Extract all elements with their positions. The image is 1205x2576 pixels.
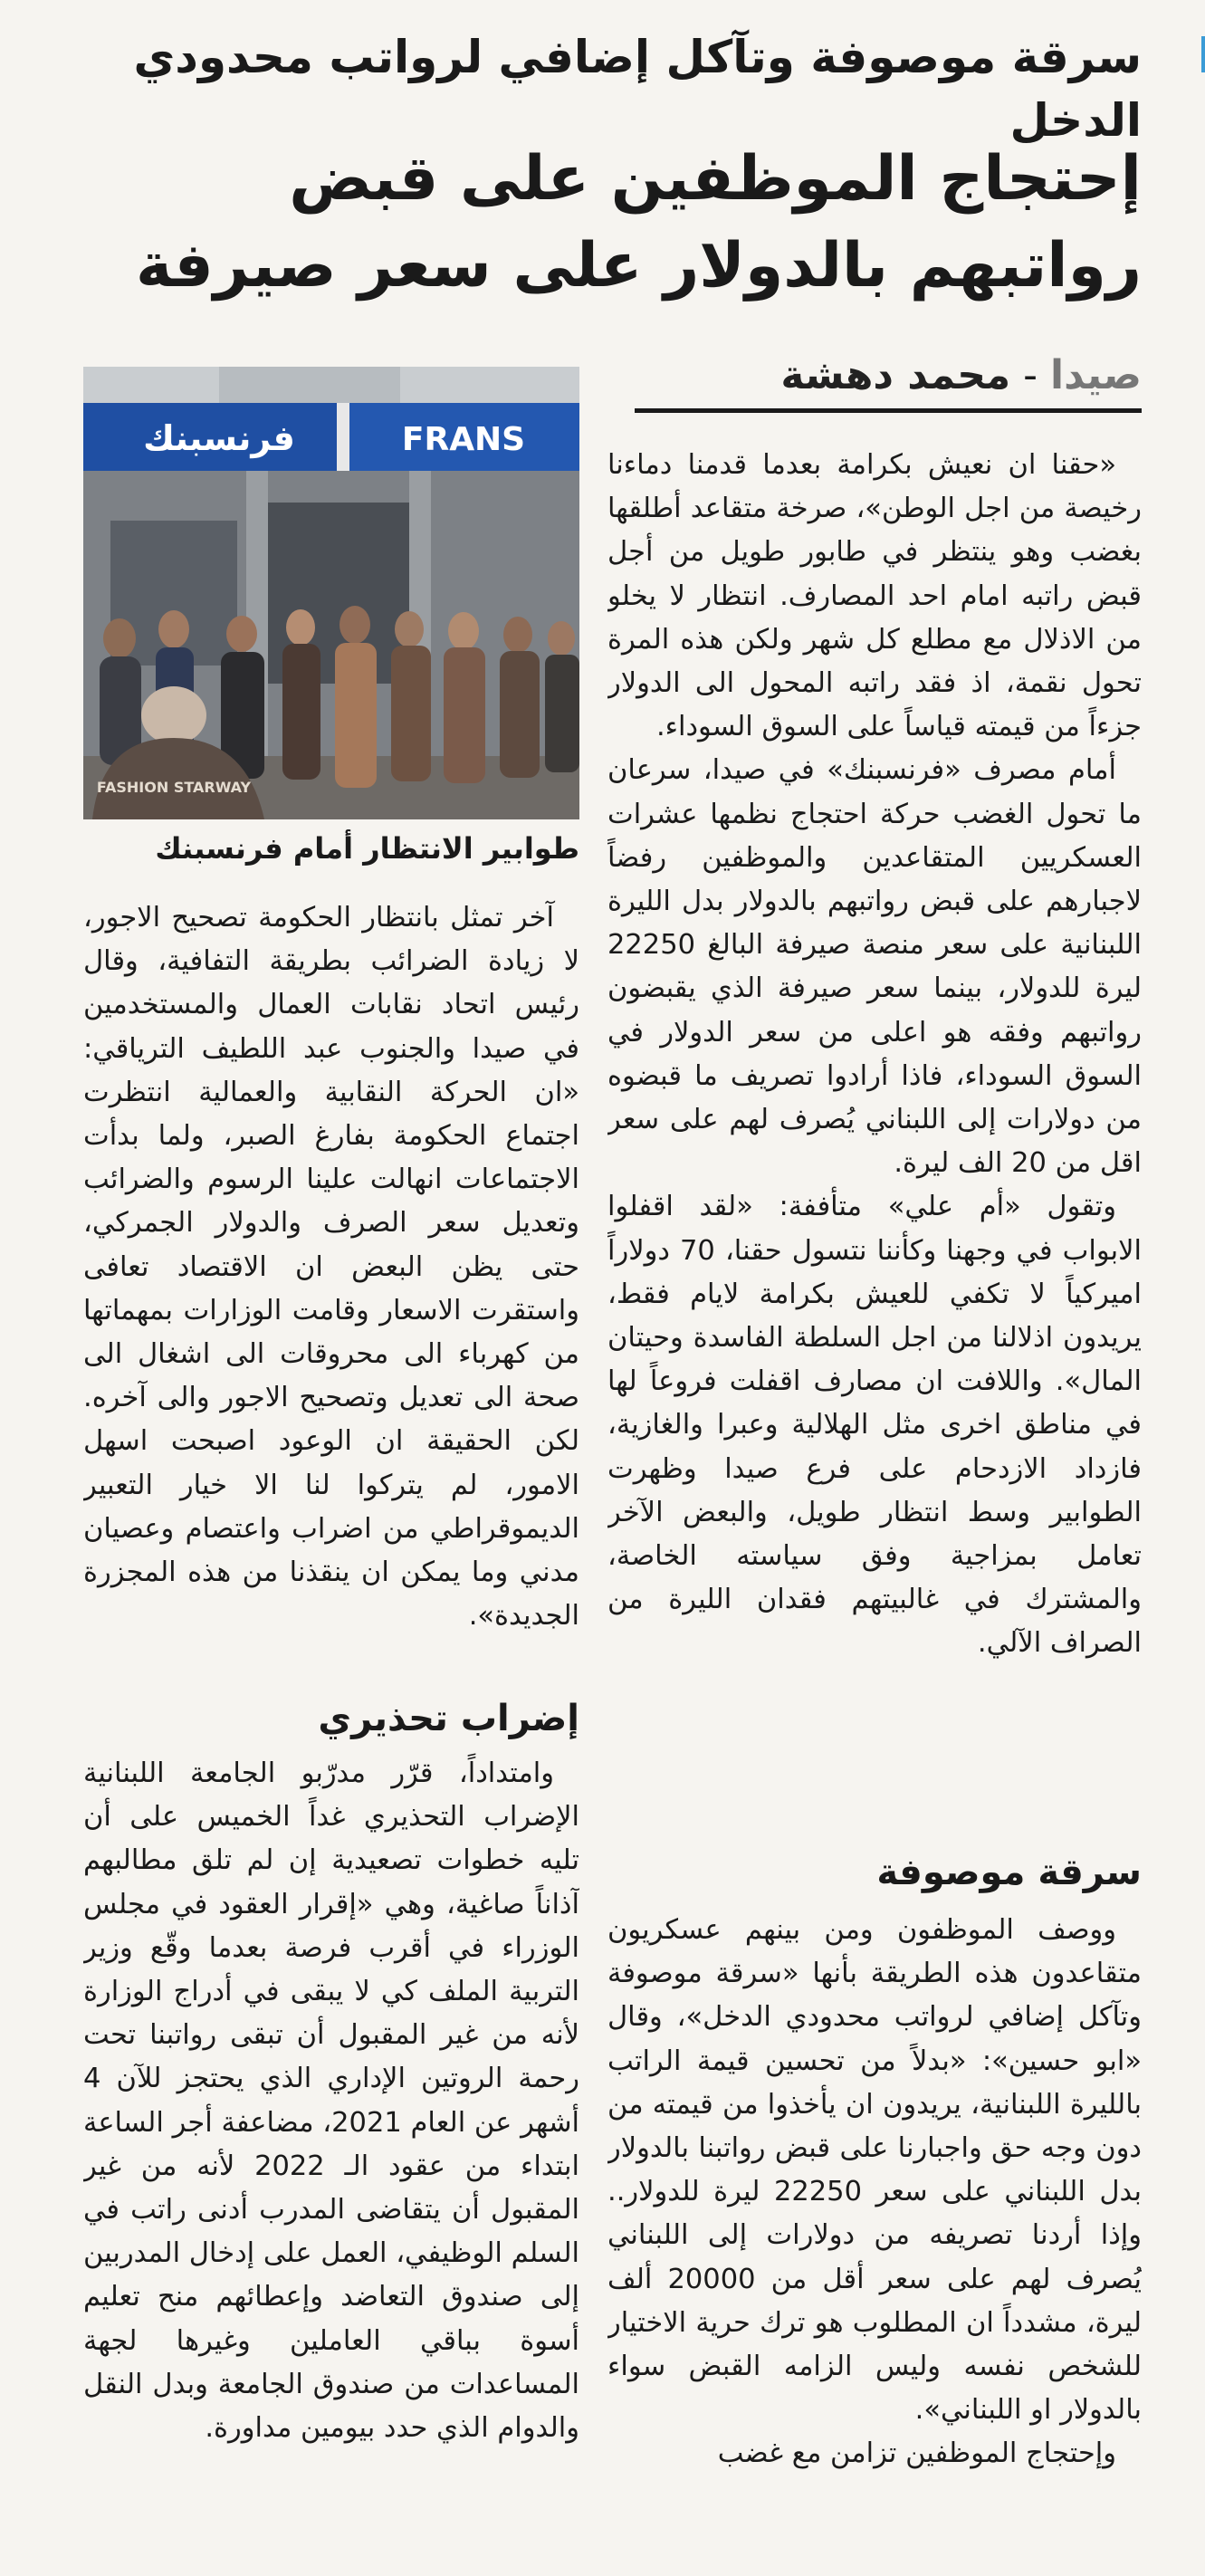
photo-caption: طوابير الانتظار أمام فرنسبنك [155,831,579,866]
subhead-theft: سرقة موصوفة [876,1852,1142,1893]
bank-queue-photo [83,367,579,819]
paragraph: «حقنا ان نعيش بكرامة بعدما قدمنا دماءنا رخيصة من اجل الوطن»، صرخة متقاعد أطلقها بغضب وهو ينتظر في طابور طويل من أجل قبض راتبه امام احد المصارف. انتظار لا يخلو من الاذلال مع مطلع كل شهر ولكن هذه المرة تحول نقمة، اذ فقد راتبه المحول الى الدولار جزءاً من قيمته قياساً على السوق السوداء. [607,449,1142,743]
left-column-bottom [83,1752,579,2549]
paragraph: ووصف الموظفون ومن بينهم عسكريون متقاعدون هذه الطريقة بأنها «سرقة موصوفة وتآكل إضافي لرواتب محدودي الدخل»، وقال «ابو حسين»: «بدلاً من تحسين قيمة الراتب بالليرة اللبنانية، يريدون ان يأخذوا من قيمته من دون وجه حق واجبارنا على قبض رواتبنا بالدولار بدل اللبناني على سعر 22250 ليرة للدولار.. وإذا أردنا تصريفه من دولارات إلى اللبناني يُصرف لهم على سعر أقل من 20000 ألف ليرة، مشدداً ان المطلوب هو ترك حرية الاختيار للشخص نفسه وليس الزامه القبض سواء بالدولار او اللبناني». [607,1914,1142,2427]
byline [635,349,1142,413]
byline-place: صيدا [1050,352,1142,398]
byline-separator: - [1010,352,1051,398]
paragraph: وإحتجاج الموظفين تزامن مع غضب [717,2437,1116,2470]
subhead-strike: إضراب تحذيري [318,1698,579,1739]
edge-mark [1201,36,1205,72]
article-photo [83,367,579,819]
article-headline: إحتجاج الموظفين على قبض رواتبهم بالدولار على سعر صيرفة [136,143,1142,302]
paragraph: وامتداداً، قرّر مدرّبو الجامعة اللبنانية الإضراب التحذيري غداً الخميس على أن تليه خطوات تصعيدية إن لم تلق مطالبهم آذاناً صاغية، وهي «إقرار العقود في مجلس الوزراء في أقرب فرصة بعدما وقّع وزير التربية الملف كي لا يبقى في أدراج الوزارة لأنه من غير المقبول أن تبقى رواتبنا تحت رحمة الروتين الإداري الذي يحتجز للآن 4 أشهر عن العام 2021، مضاعفة أجر الساعة ابتداء من عقود الـ 2022 لأنه من غير المقبول أن يتقاضى المدرب أدنى راتب في السلم الوظيفي، العمل على إدخال المدربين إلى صندوق التعاضد وإعطائهم منح تعليم أسوة بباقي العاملين وغيرها لجهة المساعدات من صندوق الجامعة وبدل النقل والدوام الذي حدد بيومين مداورة. [83,1757,579,2445]
photo-jacket-text: FASHION STARWAY [96,779,252,796]
article-kicker: سرقة موصوفة وتآكل إضافي لرواتب محدودي الدخل [133,31,1142,147]
byline-author: محمد دهشة [780,352,1011,398]
left-column-top [83,896,579,1666]
paragraph: وتقول «أم علي» متأففة: «لقد اقفلوا الابواب في وجهنا وكأننا نتسول حقنا، 70 دولاراً اميركياً لا تكفي للعيش بكرامة لايام فقط، يريدون اذلالنا من اجل السلطة الفاسدة وحيتان المال». واللافت ان مصارف اقفلت فروعاً لها في مناطق اخرى مثل الهلالية وعبرا والغازية، فازداد الازدحام على فرع صيدا وظهرت الطوابير وسط انتظار طويل، والبعض الآخر تعامل بمزاجية وفق سياسته الخاصة، والمشترك في غالبيتهم فقدان الليرة من الصراف الآلي. [607,1191,1142,1660]
right-column-top [607,444,1142,1834]
photo-sign-latin: FRANS [401,421,526,458]
photo-sign-arabic: فرنسبنك [143,418,295,458]
right-column-bottom [607,1909,1142,2561]
paragraph: أمام مصرف «فرنسبنك» في صيدا، سرعان ما تحول الغضب حركة احتجاج نظمها عشرات العسكريين المتقاعدين والموظفين رفضاً لاجبارهم على قبض رواتبهم بالدولار بدل الليرة اللبنانية على سعر منصة صيرفة البالغ 22250 ليرة للدولار، بينما سعر صيرفة الذي يقبضون رواتبهم وفقه هو اعلى من سعر الدولار في السوق السوداء، فاذا أرادوا تصريف ما قبضوه من دولارات إلى اللبناني يُصرف لهم على سعر اقل من 20 الف ليرة. [607,754,1142,1180]
paragraph: آخر تمثل بانتظار الحكومة تصحيح الاجور، لا زيادة الضرائب بطريقة التفافية، وقال رئيس اتحاد نقابات العمال والمستخدمين في صيدا والجنوب عبد اللطيف الترياقي: «ان الحركة النقابية والعمالية انتظرت اجتماع الحكومة بفارغ الصبر، ولما بدأت الاجتماعات انهالت علينا الرسوم والضرائب وتعديل سعر الصرف والدولار الجمركي، حتى يظن البعض ان الاقتصاد تعافى واستقرت الاسعار وقامت الوزارات بمهماتها من كهرباء الى محروقات الى اشغال الى صحة الى تعديل وتصحيح الاجور والى آخره. لكن الحقيقة ان الوعود اصبحت اسهل الامور، لم يتركوا لنا الا خيار التعبير الديموقراطي من اضراب واعتصام وعصيان مدني وما يمكن ان ينقذنا من هذه المجزرة الجديدة». [83,902,579,1633]
